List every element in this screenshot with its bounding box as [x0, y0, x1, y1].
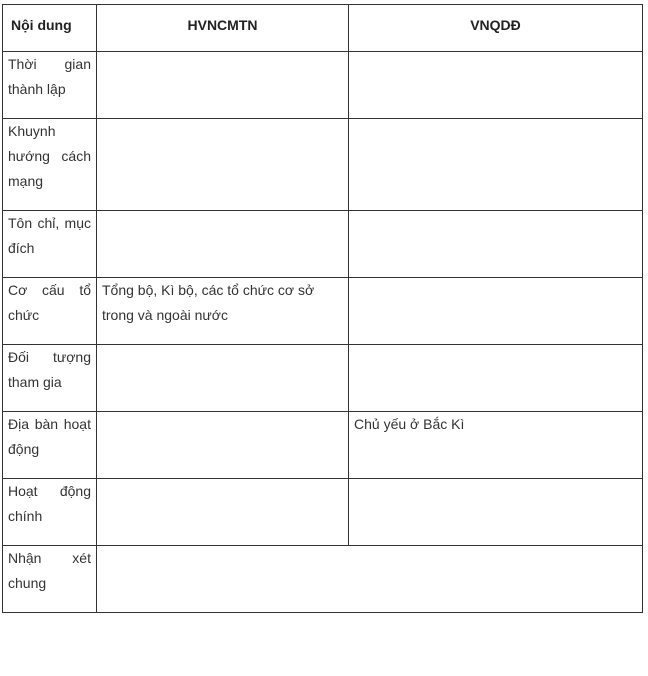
row-label-co-cau: Cơ cấu tổ chức	[3, 278, 97, 345]
cell-vnqdd	[349, 119, 643, 211]
comparison-table	[2, 4, 643, 613]
cell-vnqdd	[349, 211, 643, 278]
header-row	[3, 5, 643, 52]
table-row	[3, 119, 643, 211]
table-row	[3, 52, 643, 119]
cell-vnqdd	[349, 278, 643, 345]
row-label-nhan-xet: Nhận xét chung	[3, 546, 97, 613]
cell-hvncmtn	[97, 119, 349, 211]
row-label-thoi-gian: Thời gian thành lập	[3, 52, 97, 119]
header-vnqdd: VNQDĐ	[349, 5, 643, 52]
cell-vnqdd: Chủ yếu ở Bắc Kì	[349, 412, 643, 479]
cell-vnqdd	[349, 479, 643, 546]
cell-hvncmtn	[97, 345, 349, 412]
row-label-dia-ban: Địa bàn hoạt động	[3, 412, 97, 479]
cell-hvncmtn	[97, 211, 349, 278]
cell-hvncmtn	[97, 479, 349, 546]
cell-merged-nhan-xet	[97, 546, 643, 613]
table-row	[3, 479, 643, 546]
row-label-doi-tuong: Đối tượng tham gia	[3, 345, 97, 412]
table-row	[3, 278, 643, 345]
row-label-ton-chi: Tôn chỉ, mục đích	[3, 211, 97, 278]
cell-hvncmtn	[97, 52, 349, 119]
cell-vnqdd	[349, 345, 643, 412]
header-hvncmtn: HVNCMTN	[97, 5, 349, 52]
table-row	[3, 546, 643, 613]
header-noi-dung: Nội dung	[3, 5, 97, 52]
cell-vnqdd	[349, 52, 643, 119]
table-row	[3, 211, 643, 278]
cell-hvncmtn	[97, 412, 349, 479]
row-label-hoat-dong: Hoạt động chính	[3, 479, 97, 546]
cell-hvncmtn: Tổng bộ, Kì bộ, các tổ chức cơ sở trong và ngoài nước	[97, 278, 349, 345]
table-row	[3, 345, 643, 412]
row-label-khuynh-huong: Khuynh hướng cách mạng	[3, 119, 97, 211]
table-row	[3, 412, 643, 479]
